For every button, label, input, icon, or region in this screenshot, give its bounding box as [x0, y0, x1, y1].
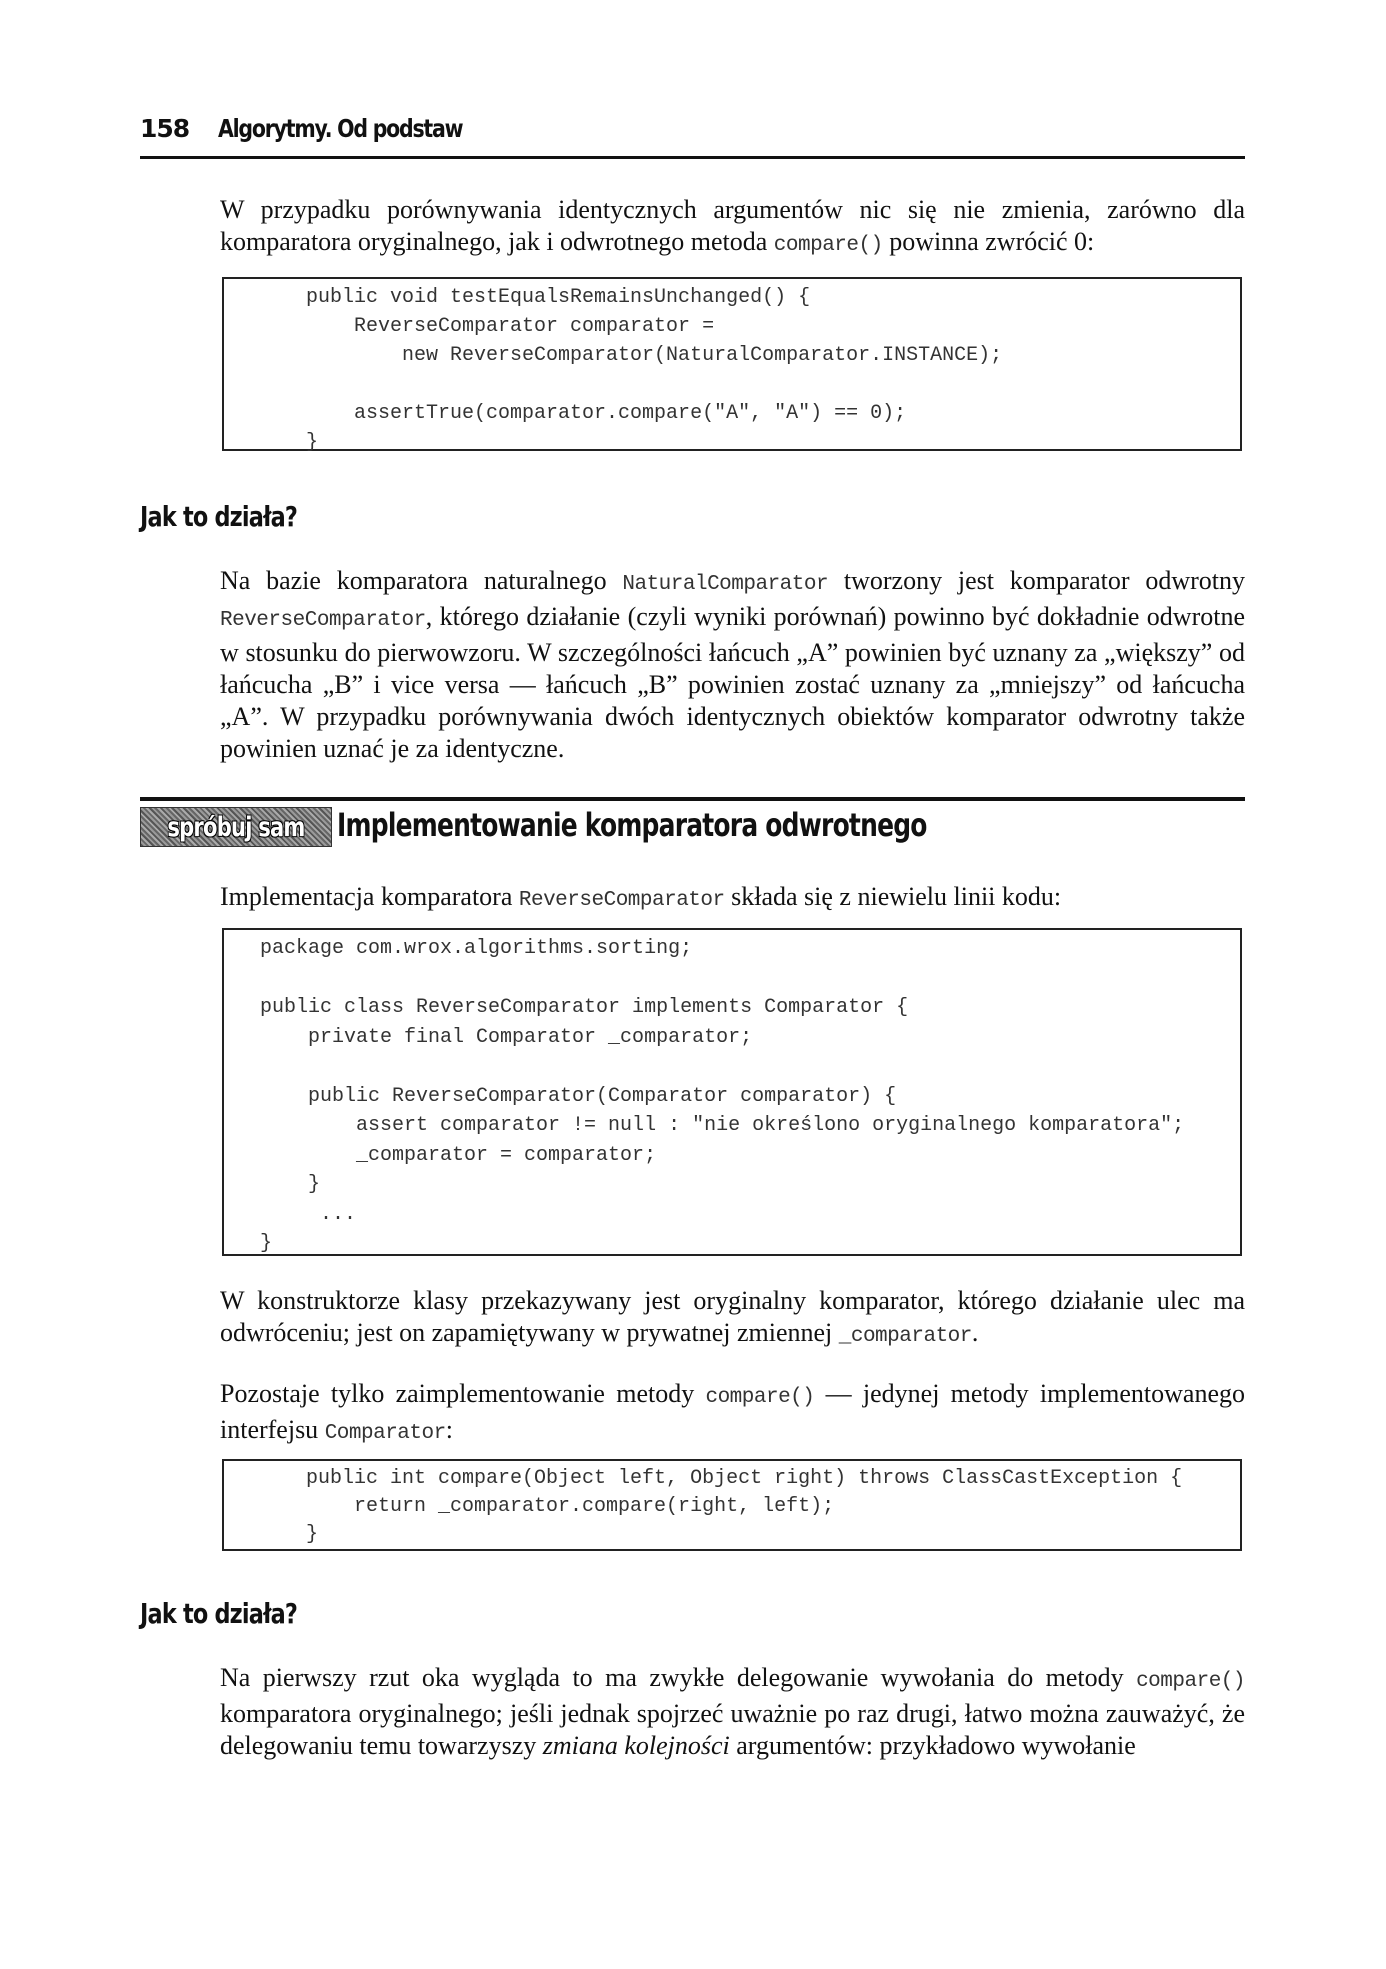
code-text: public void testEqualsRemainsUnchanged() { ReverseComparator comparator = new ReverseComparator(NaturalComparator.INSTANCE); assertTrue(comparator.compare("A", "A") == 0); }	[306, 286, 1003, 454]
paragraph-explanation: Na bazie komparatora naturalnego NaturalComparator tworzony jest komparator odwrotny ReverseComparator, którego działanie (czyli wyniki porównań) powinno być dokładnie odwrotne w stosunku do pierwowzoru. W szczególności łańcuch „A” powinien być uznany za „większy” od łańcucha „B” i vice versa — łańcuch „B” powinien zostać uznany za „mniejszy” od łańcucha „A”. W przypadku porównywania dwóch identycznych obiektów komparator odwrotny także powinien uznać je za identyczne.	[220, 566, 1245, 763]
page-number: 158	[140, 114, 190, 143]
paragraph-constructor: W konstruktorze klasy przekazywany jest oryginalny komparator, którego działanie ulec ma odwróceniu; jest on zapamiętywany w prywatnej zmiennej _comparator.	[220, 1286, 1245, 1348]
section-title: Implementowanie komparatora odwrotnego	[337, 806, 927, 844]
running-header	[140, 112, 1245, 159]
book-title: Algorytmy. Od podstaw	[218, 114, 463, 143]
code-block-test	[222, 277, 1242, 454]
code-text: public int compare(Object left, Object right) throws ClassCastException { return _comparator.compare(right, left); }	[306, 1467, 1183, 1546]
code-block-class	[222, 928, 1242, 1256]
paragraph-intro: W przypadku porównywania identycznych argumentów nic się nie zmienia, zarówno dla komparatora oryginalnego, jak i odwrotnego metoda compare() powinna zwrócić 0:	[220, 195, 1245, 257]
try-it-badge: spróbuj sam	[140, 807, 332, 847]
heading-how-it-works-2: Jak to działa?	[140, 1597, 298, 1630]
heading-how-it-works: Jak to działa?	[140, 500, 298, 533]
section-rule	[140, 797, 1245, 801]
paragraph-compare: Pozostaje tylko zaimplementowanie metody compare() — jedynej metody implementowanego interfejsu Comparator:	[220, 1379, 1245, 1445]
inline-code: compare()	[773, 234, 883, 257]
code-block-compare	[222, 1459, 1242, 1551]
paragraph-implementation: Implementacja komparatora ReverseComparator składa się z niewielu linii kodu:	[220, 882, 1062, 912]
paragraph-delegation: Na pierwszy rzut oka wygląda to ma zwykłe delegowanie wywołania do metody compare() komparatora oryginalnego; jeśli jednak spojrzeć uważnie po raz drugi, łatwo można zauważyć, że delegowaniu temu towarzyszy zmiana kolejności argumentów: przykładowo wywołanie	[220, 1663, 1245, 1760]
code-text: package com.wrox.algorithms.sorting; public class ReverseComparator implements Comparator { private final Comparator _comparator; public ReverseComparator(Comparator comparator) { assert comparator != null : "nie określono oryginalnego komparatora"; _comparator = comparator; } ... }	[260, 937, 1185, 1255]
